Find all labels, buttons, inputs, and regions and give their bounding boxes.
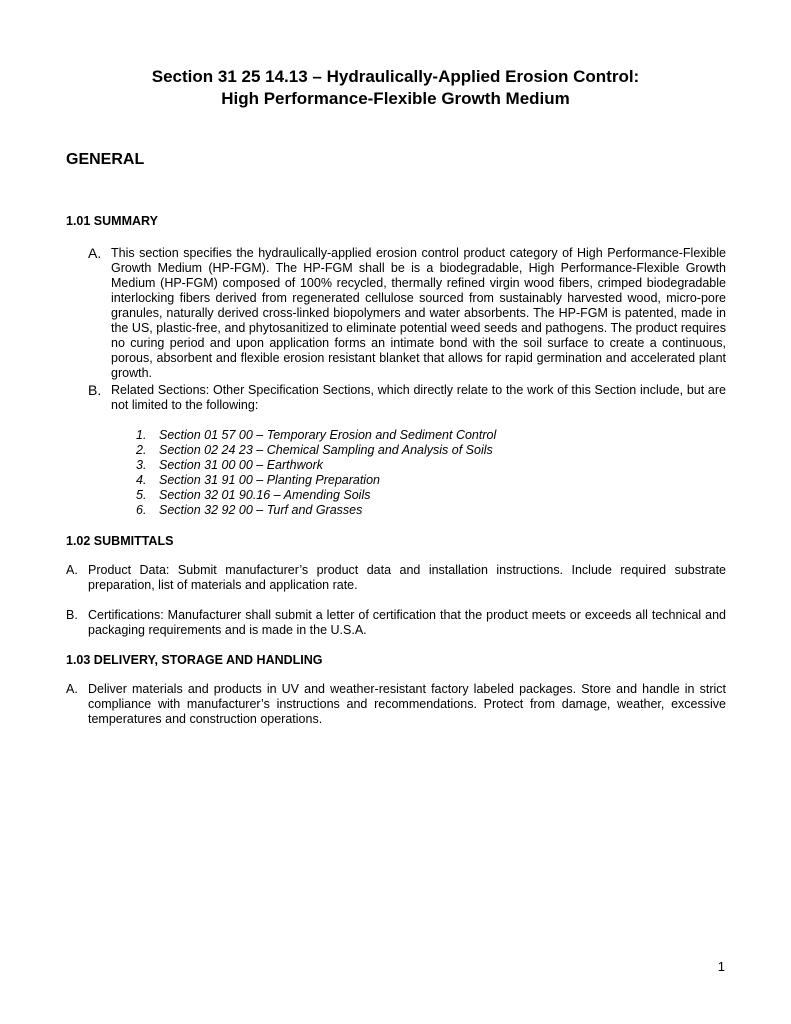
list-item xyxy=(136,458,496,473)
list-item-number: 2. xyxy=(136,443,147,457)
submittals-item-a-marker: A. xyxy=(66,563,78,577)
list-item xyxy=(136,473,496,488)
summary-item-b-text: Related Sections: Other Specification Sections, which directly relate to the work of this Section include, but are not limited to the following: xyxy=(111,383,726,412)
summary-heading: 1.01 SUMMARY xyxy=(66,214,158,228)
list-item-text: Section 32 92 00 – Turf and Grasses xyxy=(159,503,363,517)
list-item-number: 4. xyxy=(136,473,147,487)
list-item-text: Section 02 24 23 – Chemical Sampling and Analysis of Soils xyxy=(159,443,493,457)
list-item xyxy=(136,488,496,503)
document-title-line-1: Section 31 25 14.13 – Hydraulically-Applied Erosion Control: xyxy=(151,67,640,86)
general-heading: GENERAL xyxy=(66,151,145,168)
submittals-heading: 1.02 SUBMITTALS xyxy=(66,534,174,548)
list-item-text: Section 31 00 00 – Earthwork xyxy=(159,458,323,472)
page-number: 1 xyxy=(717,959,725,974)
submittals-item-b-marker: B. xyxy=(66,608,78,622)
submittals-item-b-text: Certifications: Manufacturer shall submit a letter of certification that the product meets or exceeds all technical and packaging requirements and is made in the U.S.A. xyxy=(88,608,726,637)
list-item xyxy=(136,443,496,458)
list-item-text: Section 31 91 00 – Planting Preparation xyxy=(159,473,380,487)
list-item-number: 6. xyxy=(136,503,147,517)
list-item xyxy=(136,503,496,518)
submittals-item-a-text: Product Data: Submit manufacturer’s product data and installation instructions. Include required substrate preparation, list of materials and application rate. xyxy=(88,563,726,592)
delivery-item-a-text: Deliver materials and products in UV and weather-resistant factory labeled packages. Store and handle in strict compliance with manufacturer’s instructions and recommendations. Protect from damage, weather, excessive temperatures and construction operations. xyxy=(88,682,726,726)
delivery-heading: 1.03 DELIVERY, STORAGE AND HANDLING xyxy=(66,653,323,667)
delivery-item-a-marker: A. xyxy=(66,682,78,696)
summary-item-b-marker: B. xyxy=(88,382,102,398)
related-sections-list xyxy=(136,428,496,518)
list-item-text: Section 32 01 90.16 – Amending Soils xyxy=(159,488,371,502)
summary-item-a-text: This section specifies the hydraulically-applied erosion control product category of High Performance-Flexible Growth Medium (HP-FGM). The HP-FGM shall be is a biodegradable, High Performance-Flexible Growth Medium (HP-FGM) composed of 100% recycled, thermally refined virgin wood fibers, crimped biodegradable interlocking fibers derived from regenerated cellulose sourced from sustainably harvested wood, micro-pore granules, naturally derived cross-linked biopolymers and water absorbents. The HP-FGM is patented, made in the US, plastic-free, and phytosanitized to eliminate potential weed seeds and pathogens. The product requires no curing period and upon application forms an intimate bond with the soil surface to create a continuous, porous, absorbent and flexible erosion resistant blanket that allows for rapid germination and accelerated plant growth. xyxy=(111,246,726,380)
list-item-number: 5. xyxy=(136,488,147,502)
list-item xyxy=(136,428,496,443)
list-item-number: 1. xyxy=(136,428,147,442)
list-item-text: Section 01 57 00 – Temporary Erosion and Sediment Control xyxy=(159,428,497,442)
document-title-line-2: High Performance-Flexible Growth Medium xyxy=(221,89,570,108)
summary-item-a-marker: A. xyxy=(88,245,102,261)
list-item-number: 3. xyxy=(136,458,147,472)
